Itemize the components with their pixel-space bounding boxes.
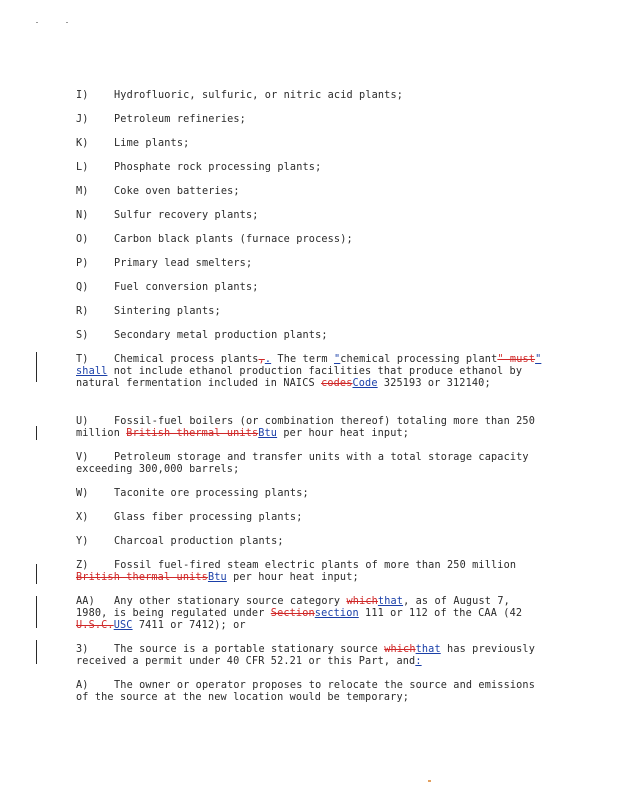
inserted-text: that <box>377 596 404 607</box>
list-item: W) Taconite ore processing plants; <box>76 488 309 499</box>
inserted-text: . <box>264 354 272 365</box>
deleted-text: " must <box>497 354 536 365</box>
list-item: R) Sintering plants; <box>76 306 221 317</box>
change-bar <box>36 596 37 628</box>
deleted-text: British thermal units <box>76 572 208 583</box>
inserted-text: : <box>415 656 422 667</box>
scan-speck <box>36 22 38 23</box>
scan-speck <box>66 22 68 23</box>
deleted-text: U.S.C. <box>76 620 114 631</box>
list-item: I) Hydrofluoric, sulfuric, or nitric acid plants; <box>76 90 404 101</box>
list-item-3: 3) The source is a portable stationary source whichthat has previously received a permit under 40 CFR 52.21 or this Part, and: <box>76 644 536 667</box>
list-item: L) Phosphate rock processing plants; <box>76 162 322 173</box>
inserted-text: Code <box>352 378 378 389</box>
deleted-text: which <box>346 596 378 607</box>
list-item: O) Carbon black plants (furnace process); <box>76 234 353 245</box>
inserted-text: USC <box>113 620 133 631</box>
list-item: K) Lime plants; <box>76 138 190 149</box>
deleted-text: , <box>258 354 265 365</box>
list-item: N) Sulfur recovery plants; <box>76 210 259 221</box>
list-item: Q) Fuel conversion plants; <box>76 282 259 293</box>
list-item: Y) Charcoal production plants; <box>76 536 284 547</box>
list-item: S) Secondary metal production plants; <box>76 330 328 341</box>
inserted-text: " <box>333 354 341 365</box>
scan-speck <box>428 780 431 782</box>
change-bar <box>36 640 37 664</box>
deleted-text: Section <box>270 608 315 619</box>
inserted-text: Btu <box>207 572 227 583</box>
deleted-text: which <box>384 644 416 655</box>
list-item-u: U) Fossil-fuel boilers (or combination thereof) totaling more than 250 million British thermal unitsBtu per hour heat input; <box>76 416 535 439</box>
list-item-a: A) The owner or operator proposes to relocate the source and emissions of the source at the new location would be temporary; <box>76 680 535 703</box>
list-item-t: T) Chemical process plants,. The term "chemical processing plant" must" shall not include ethanol production facilities that produce ethanol by natural fermentation included in NAICS codesCode 325193 or 312140; <box>76 354 542 389</box>
inserted-text: " shall <box>76 354 542 377</box>
change-bar <box>36 426 37 440</box>
change-bar <box>36 564 37 584</box>
list-item: P) Primary lead smelters; <box>76 258 253 269</box>
deleted-text: British thermal units <box>126 428 259 439</box>
list-item-v: V) Petroleum storage and transfer units with a total storage capacity exceeding 300,000 barrels; <box>76 452 529 475</box>
inserted-text: section <box>314 608 359 619</box>
list-item-aa: AA) Any other stationary source category whichthat, as of August 7, 1980, is being regulated under Sectionsection 111 or 112 of the CAA (42 U.S.C.USC 7411 or 7412); or <box>76 596 523 631</box>
list-item-z: Z) Fossil fuel-fired steam electric plants of more than 250 million British thermal unitsBtu per hour heat input; <box>76 560 517 583</box>
list-item: X) Glass fiber processing plants; <box>76 512 303 523</box>
inserted-text: Btu <box>258 428 278 439</box>
deleted-text: codes <box>321 378 353 389</box>
change-bar <box>36 352 37 382</box>
inserted-text: that <box>415 644 441 655</box>
list-item: M) Coke oven batteries; <box>76 186 240 197</box>
list-item: J) Petroleum refineries; <box>76 114 246 125</box>
